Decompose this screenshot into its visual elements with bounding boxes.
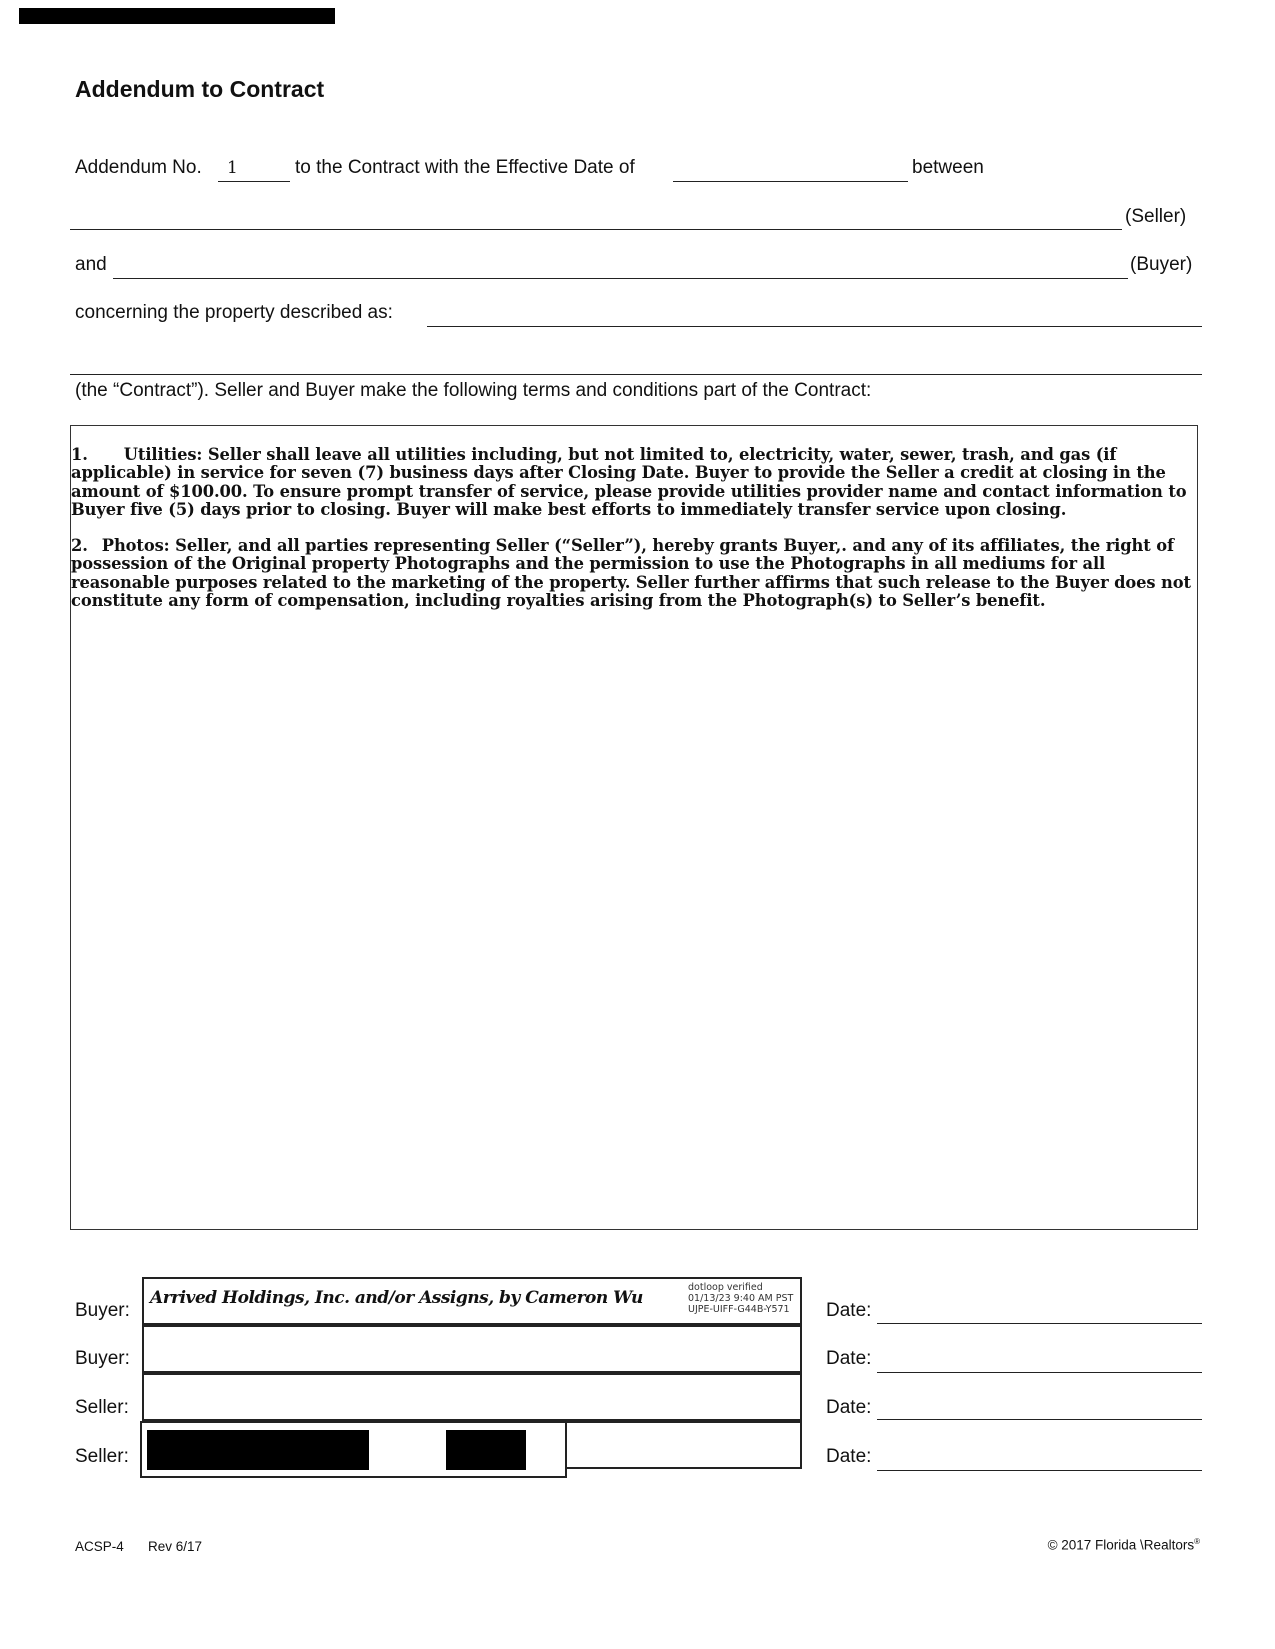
date-label: Date: [826,1446,872,1467]
addendum-no-label: Addendum No. [75,157,202,178]
seller-1-label: Seller: [75,1397,129,1418]
between-label: between [912,157,984,178]
clause-1 [71,446,1201,519]
buyer-suffix: (Buyer) [1130,254,1193,275]
clause-2 [71,537,1201,610]
buyer-name-field[interactable] [113,278,1128,279]
buyer-1-date-field[interactable] [877,1323,1202,1324]
clause-text: Utilities: Seller shall leave all utilities including, but not limited to, electricity, water, sewer, trash, and gas (if applicable) in service for seven (7) business days after Closing Date. Buyer to provide the Seller a credit at closing in the amount of $100.00. To ensure prompt transfer of service, please provide utilities provider name and contact information to Buyer five (5) days prior to closing. Buyer will make best efforts to immediately transfer service upon closing. [71,445,1187,519]
dotloop-verification [688,1282,793,1315]
property-label: concerning the property described as: [75,302,393,323]
buyer-2-signature-box[interactable] [142,1325,802,1373]
verified-id: UJPE-UIFF-G44B-Y571 [688,1304,790,1315]
seller-1-date-field[interactable] [877,1419,1202,1420]
effective-date-field[interactable] [673,181,908,182]
clause-text: Photos: Seller, and all parties representing Seller (“Seller”), hereby grants Buyer,. and any of its affiliates, the right of possession of the Original property Photographs and the permission to use the Photographs in all mediums for all reasonable purposes related to the marketing of the property. Seller further affirms that such release to the Buyer does not constitute any form of compensation, including royalties arising from the Photograph(s) to Seller’s benefit. [71,536,1191,611]
effective-date-label: to the Contract with the Effective Date of [295,157,635,178]
redaction [446,1430,526,1470]
and-label: and [75,254,107,275]
clause-number: 2. [71,536,88,556]
buyer-2-date-field[interactable] [877,1372,1202,1373]
seller-2-label: Seller: [75,1446,129,1467]
redaction-bar [19,8,335,24]
buyer-2-label: Buyer: [75,1348,130,1369]
seller-2-date-field[interactable] [877,1470,1202,1471]
date-label: Date: [826,1348,872,1369]
redaction [147,1430,369,1470]
property-field[interactable] [427,326,1202,327]
buyer-1-label: Buyer: [75,1300,130,1321]
page-title: Addendum to Contract [75,76,325,102]
terms-box [70,425,1198,1230]
contract-text: (the “Contract”). Seller and Buyer make the following terms and conditions part of the Contract: [75,380,872,401]
verified-timestamp: 01/13/23 9:40 AM PST [688,1293,794,1304]
addendum-no-value: 1 [227,158,238,178]
form-revision: Rev 6/17 [148,1539,203,1554]
form-id: ACSP-4 [75,1539,124,1554]
buyer-1-signature-box[interactable] [142,1277,802,1325]
registered-mark: ® [1194,1537,1200,1546]
clause-number: 1. [71,445,88,464]
buyer-1-signature: Arrived Holdings, Inc. and/or Assigns, by Cameron Wu [150,1288,643,1308]
seller-2-overlay-box [140,1421,567,1478]
date-label: Date: [826,1300,872,1321]
verified-label: dotloop verified [688,1282,763,1293]
property-field-line2[interactable] [70,374,1202,375]
date-label: Date: [826,1397,872,1418]
addendum-no-field[interactable] [218,181,290,182]
seller-name-field[interactable] [70,229,1122,230]
copyright-text: © 2017 Florida \Realtors [1047,1537,1195,1553]
seller-suffix: (Seller) [1125,206,1187,227]
copyright [1048,1537,1200,1553]
seller-1-signature-box[interactable] [142,1373,802,1421]
